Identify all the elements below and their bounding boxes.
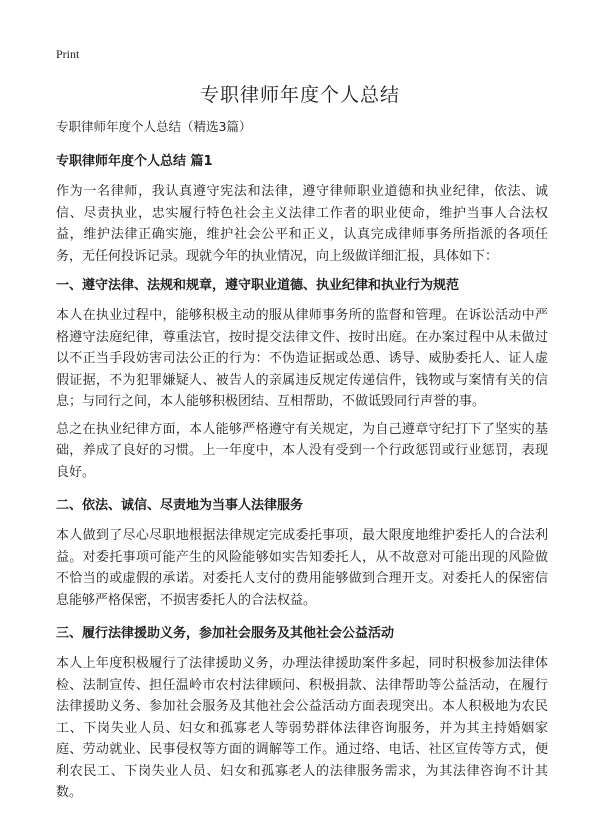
page-title: 专职律师年度个人总结 bbox=[199, 84, 400, 106]
part-heading: 专职律师年度个人总结 篇1 bbox=[56, 154, 213, 169]
section-2-heading: 二、依法、诚信、尽责地为当事人法律服务 bbox=[56, 498, 304, 513]
print-link[interactable]: Print bbox=[56, 47, 80, 61]
section-3-paragraph-1: 本人上年度积极履行了法律援助义务，办理法律援助案件多起，同时积极参加法律体检、法制宣传、担任温岭市农村法律顾问、积极捐款、法律帮助等公益活动，在履行法律援助义务、参加社会服务及其他社会公益活动方面表现突出。本人积极地为农民工、下岗失业人员、妇女和孤寡老人等弱势群体法律咨询服务，并为其主持婚姻家庭、劳动就业、民事侵权等方面的调解等工作。通过络、电话、社区宣传等方式，便利农民工、下岗失业人员、妇女和孤寡老人的法律服务需求，为其法律咨询不计其数。 bbox=[56, 656, 548, 800]
document-subtitle: 专职律师年度个人总结（精选3篇） bbox=[56, 119, 252, 134]
section-3-heading: 三、履行法律援助义务，参加社会服务及其他社会公益活动 bbox=[56, 626, 395, 641]
intro-paragraph: 作为一名律师，我认真遵守宪法和法律，遵守律师职业道德和执业纪律，依法、诚信、尽责执业，忠实履行特色社会主义法律工作者的职业使命，维护当事人合法权益，维护法律正确实施，维护社会公平和正义，认真完成律师事务所指派的各项任务，无任何投诉记录。现就今年的执业情况，向上级做详细汇报，具体如下： bbox=[56, 184, 548, 264]
section-1-paragraph-1: 本人在执业过程中，能够积极主动的服从律师事务所的监督和管理。在诉讼活动中严格遵守法庭纪律，尊重法官，按时提交法律文件、按时出庭。在办案过程中从未做过以不正当手段妨害司法公正的行为：不伪造证据或怂恿、诱导、威胁委托人、证人虚假证据，不为犯罪嫌疑人、被告人的亲属违反规定传递信件，钱物或与案情有关的信息；与同行之间，本人能够积极团结、互相帮助，不做诋毁同行声誉的事。 bbox=[56, 308, 548, 409]
section-1-paragraph-2: 总之在执业纪律方面，本人能够严格遵守有关规定，为自己遵章守纪打下了坚实的基础，养成了良好的习惯。上一年度中，本人没有受到一个行政惩罚或行业惩罚，表现良好。 bbox=[56, 421, 548, 480]
section-1-heading: 一、遵守法律、法规和规章，遵守职业道德、执业纪律和执业行为规范 bbox=[56, 278, 460, 293]
document-body bbox=[56, 118, 548, 814]
section-2-paragraph-1: 本人做到了尽心尽职地根据法律规定完成委托事项，最大限度地维护委托人的合法利益。对委托事项可能产生的风险能够如实告知委托人，从不故意对可能出现的风险做不恰当的或虚假的承诺。对委托人支付的费用能够做到合理开支。对委托人的保密信息能够严格保密，不损害委托人的合法权益。 bbox=[56, 528, 548, 608]
